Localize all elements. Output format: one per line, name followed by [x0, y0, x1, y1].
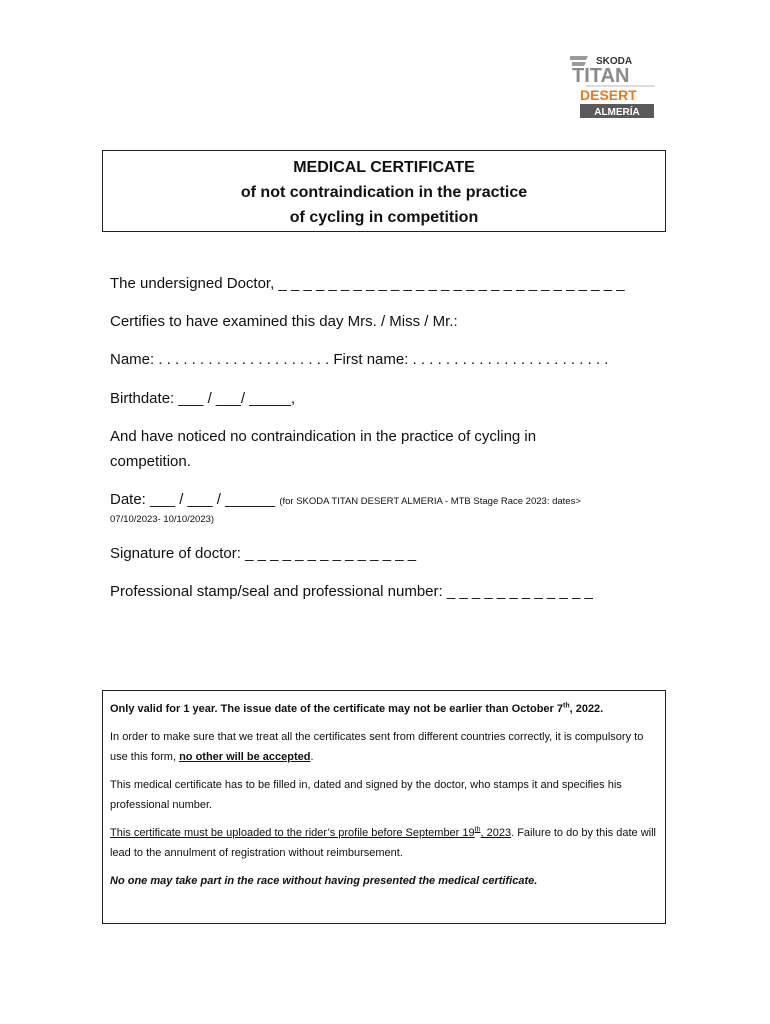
stamp-line: Professional stamp/seal and professional number: _ _ _ _ _ _ _ _ _ _ _ _: [110, 583, 593, 600]
form-required-note: In order to make sure that we treat all the certificates sent from different countries correctly, it is compulsory to use this form, no other will be accepted.: [110, 731, 644, 763]
certificate-title-box: [102, 150, 666, 232]
signature-line: Signature of doctor: _ _ _ _ _ _ _ _ _ _ _ _ _ _: [110, 545, 417, 562]
filling-note: This medical certificate has to be filled in, dated and signed by the doctor, who stamps it and specifies his professional number.: [110, 779, 622, 811]
name-line: Name: . . . . . . . . . . . . . . . . . . . . . First name: . . . . . . . . . . . . . . . . . . . . . . . .: [110, 351, 609, 368]
birthdate-line: Birthdate: ___ / ___/ _____,: [110, 390, 296, 407]
participation-warning: No one may take part in the race without having presented the medical certificate.: [110, 875, 538, 887]
titan-desert-logo: [566, 52, 660, 122]
logo-desert: DESERT: [580, 87, 637, 103]
upload-deadline-note: This certificate must be uploaded to the rider’s profile before September 19th, 2023. Failure to do by this date will lead to the annulment of registration without reimbursement.: [110, 826, 656, 859]
doctor-line: The undersigned Doctor, _ _ _ _ _ _ _ _ _ _ _ _ _ _ _ _ _ _ _ _ _ _ _ _ _ _ _ _: [110, 275, 625, 292]
logo-region: ALMERÍA: [594, 107, 640, 118]
title-line-2: of not contraindication in the practice: [240, 184, 528, 201]
date-note-2: 07/10/2023- 10/10/2023): [110, 514, 215, 525]
noticed-line-1: And have noticed no contraindication in the practice of cycling in: [110, 428, 537, 445]
date-field: Date: ___ / ___ / ______: [110, 491, 280, 508]
title-line-1: MEDICAL CERTIFICATE: [293, 159, 475, 176]
logo-skoda: SKODA: [596, 56, 633, 67]
date-note: (for SKODA TITAN DESERT ALMERIA - MTB Stage Race 2023: dates>: [279, 496, 581, 507]
validity-note: Only valid for 1 year. The issue date of the certificate may not be earlier than October 7th, 2022.: [110, 702, 604, 715]
noticed-line-2: competition.: [110, 453, 191, 470]
logo-titan: TITAN: [572, 65, 630, 87]
date-line: [110, 488, 581, 514]
title-line-3: of cycling in competition: [289, 209, 479, 226]
certifies-line: Certifies to have examined this day Mrs. / Miss / Mr.:: [110, 313, 458, 330]
notice-box: [102, 690, 666, 924]
